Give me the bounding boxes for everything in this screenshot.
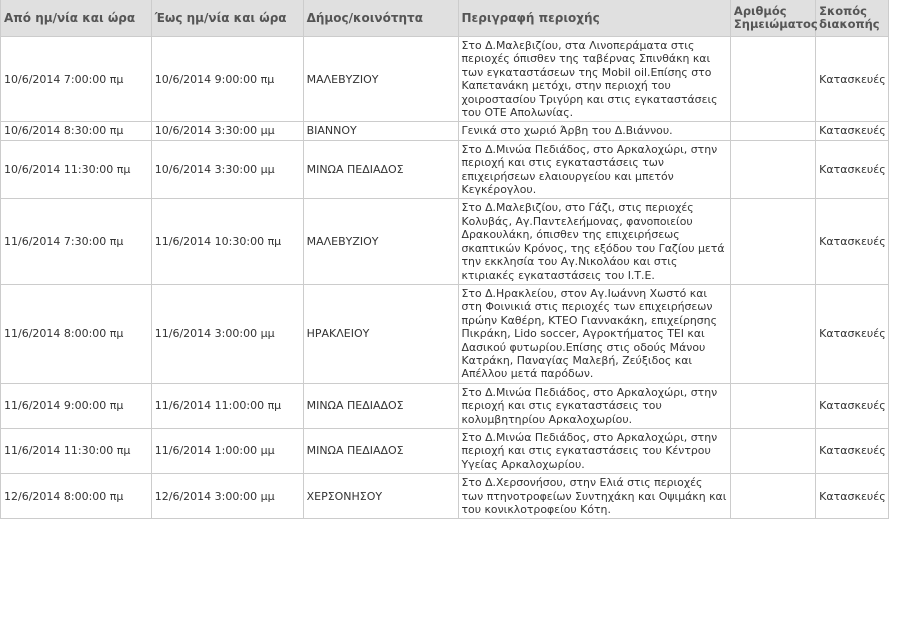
cell-municipality: ΜΙΝΩΑ ΠΕΔΙΑΔΟΣ	[303, 383, 458, 428]
table-row	[1, 37, 889, 122]
cell-from: 11/6/2014 9:00:00 πμ	[1, 383, 152, 428]
cell-description: Στο Δ.Μαλεβιζίου, στο Γάζι, στις περιοχές Κολυβάς, Αγ.Παντελεήμονας, φανοποιείου Δρακουλάκη, όπισθεν της επιχειρήσεως σκαπτικών Κρόνος, της εξόδου του Γαζίου μετά την εκκλησία του Αγ.Νικολάου και στις κτιριακές εγκαταστάσεις του Ι.Τ.Ε.	[458, 199, 730, 284]
table-row	[1, 428, 889, 473]
cell-from: 10/6/2014 7:00:00 πμ	[1, 37, 152, 122]
cell-from: 11/6/2014 8:00:00 πμ	[1, 284, 152, 383]
cell-purpose: Κατασκευές	[816, 199, 889, 284]
table-row	[1, 122, 889, 140]
cell-to: 11/6/2014 10:30:00 πμ	[151, 199, 303, 284]
cell-to: 10/6/2014 3:30:00 μμ	[151, 140, 303, 199]
cell-from: 11/6/2014 7:30:00 πμ	[1, 199, 152, 284]
table-row	[1, 284, 889, 383]
cell-to: 12/6/2014 3:00:00 μμ	[151, 474, 303, 519]
cell-purpose: Κατασκευές	[816, 140, 889, 199]
cell-to: 10/6/2014 9:00:00 πμ	[151, 37, 303, 122]
cell-purpose: Κατασκευές	[816, 284, 889, 383]
cell-purpose: Κατασκευές	[816, 428, 889, 473]
cell-purpose: Κατασκευές	[816, 37, 889, 122]
cell-to: 11/6/2014 11:00:00 πμ	[151, 383, 303, 428]
cell-from: 12/6/2014 8:00:00 πμ	[1, 474, 152, 519]
cell-from: 10/6/2014 11:30:00 πμ	[1, 140, 152, 199]
cell-municipality: ΗΡΑΚΛΕΙΟΥ	[303, 284, 458, 383]
cell-to: 11/6/2014 3:00:00 μμ	[151, 284, 303, 383]
header-to: Έως ημ/νία και ώρα	[151, 0, 303, 37]
cell-description: Στο Δ.Μινώα Πεδιάδος, στο Αρκαλοχώρι, στην περιοχή και στις εγκαταστάσεις των επιχειρήσεων ελαιουργείου και μπετόν Κεγκέρογλου.	[458, 140, 730, 199]
header-description: Περιγραφή περιοχής	[458, 0, 730, 37]
header-municipality: Δήμος/κοινότητα	[303, 0, 458, 37]
table-row	[1, 383, 889, 428]
table-row	[1, 199, 889, 284]
cell-note-number	[730, 284, 815, 383]
cell-description: Στο Δ.Μινώα Πεδιάδος, στο Αρκαλοχώρι, στην περιοχή και στις εγκαταστάσεις του Κέντρου Υγείας Αρκαλοχωρίου.	[458, 428, 730, 473]
cell-note-number	[730, 383, 815, 428]
cell-municipality: ΒΙΑΝΝΟΥ	[303, 122, 458, 140]
header-row	[1, 0, 889, 37]
cell-from: 11/6/2014 11:30:00 πμ	[1, 428, 152, 473]
cell-note-number	[730, 474, 815, 519]
cell-municipality: ΜΑΛΕΒΥΖΙΟΥ	[303, 37, 458, 122]
cell-note-number	[730, 199, 815, 284]
header-note-number: Αριθμός Σημειώματος	[730, 0, 815, 37]
table-row	[1, 140, 889, 199]
cell-purpose: Κατασκευές	[816, 122, 889, 140]
cell-note-number	[730, 428, 815, 473]
cell-to: 11/6/2014 1:00:00 μμ	[151, 428, 303, 473]
cell-description: Στο Δ.Χερσονήσου, στην Ελιά στις περιοχές των πτηνοτροφείων Συντηχάκη και Οψιμάκη και του κονικλοτροφείου Κότη.	[458, 474, 730, 519]
cell-description: Στο Δ.Μαλεβιζίου, στα Λινοπεράματα στις περιοχές όπισθεν της ταβέρνας Σπινθάκη και των εγκαταστάσεων της Mobil oil.Επίσης στο Καπετανάκη μετόχι, στην περιοχή του χοιροστασίου Τριγύρη και στις εγκαταστάσεις του ΟΤΕ Απολωνίας.	[458, 37, 730, 122]
cell-note-number	[730, 140, 815, 199]
cell-municipality: ΜΑΛΕΒΥΖΙΟΥ	[303, 199, 458, 284]
cell-description: Γενικά στο χωριό Άρβη του Δ.Βιάννου.	[458, 122, 730, 140]
table-row	[1, 474, 889, 519]
cell-description: Στο Δ.Ηρακλείου, στον Αγ.Ιωάννη Χωστό και στη Φοινικιά στις περιοχές των επιχειρήσεων πρώην Καθέρη, ΚΤΕΟ Γιαννακάκη, επιχείρησης Πικράκη, Lido soccer, Αγροκτήματος ΤΕΙ και Δασικού φυτωρίου.Επίσης στις οδούς Μάνου Κατράκη, Παναγίας Μαλεβή, Ζεύξιδος και Απέλλου μετά παρόδων.	[458, 284, 730, 383]
cell-municipality: ΜΙΝΩΑ ΠΕΔΙΑΔΟΣ	[303, 428, 458, 473]
cell-municipality: ΧΕΡΣΟΝΗΣΟΥ	[303, 474, 458, 519]
cell-to: 10/6/2014 3:30:00 μμ	[151, 122, 303, 140]
cell-note-number	[730, 122, 815, 140]
cell-description: Στο Δ.Μινώα Πεδιάδος, στο Αρκαλοχώρι, στην περιοχή και στις εγκαταστάσεις του κολυμβητηρίου Αρκαλοχωρίου.	[458, 383, 730, 428]
cell-from: 10/6/2014 8:30:00 πμ	[1, 122, 152, 140]
header-purpose: Σκοπός διακοπής	[816, 0, 889, 37]
cell-note-number	[730, 37, 815, 122]
cell-purpose: Κατασκευές	[816, 383, 889, 428]
cell-municipality: ΜΙΝΩΑ ΠΕΔΙΑΔΟΣ	[303, 140, 458, 199]
cell-purpose: Κατασκευές	[816, 474, 889, 519]
header-from: Από ημ/νία και ώρα	[1, 0, 152, 37]
